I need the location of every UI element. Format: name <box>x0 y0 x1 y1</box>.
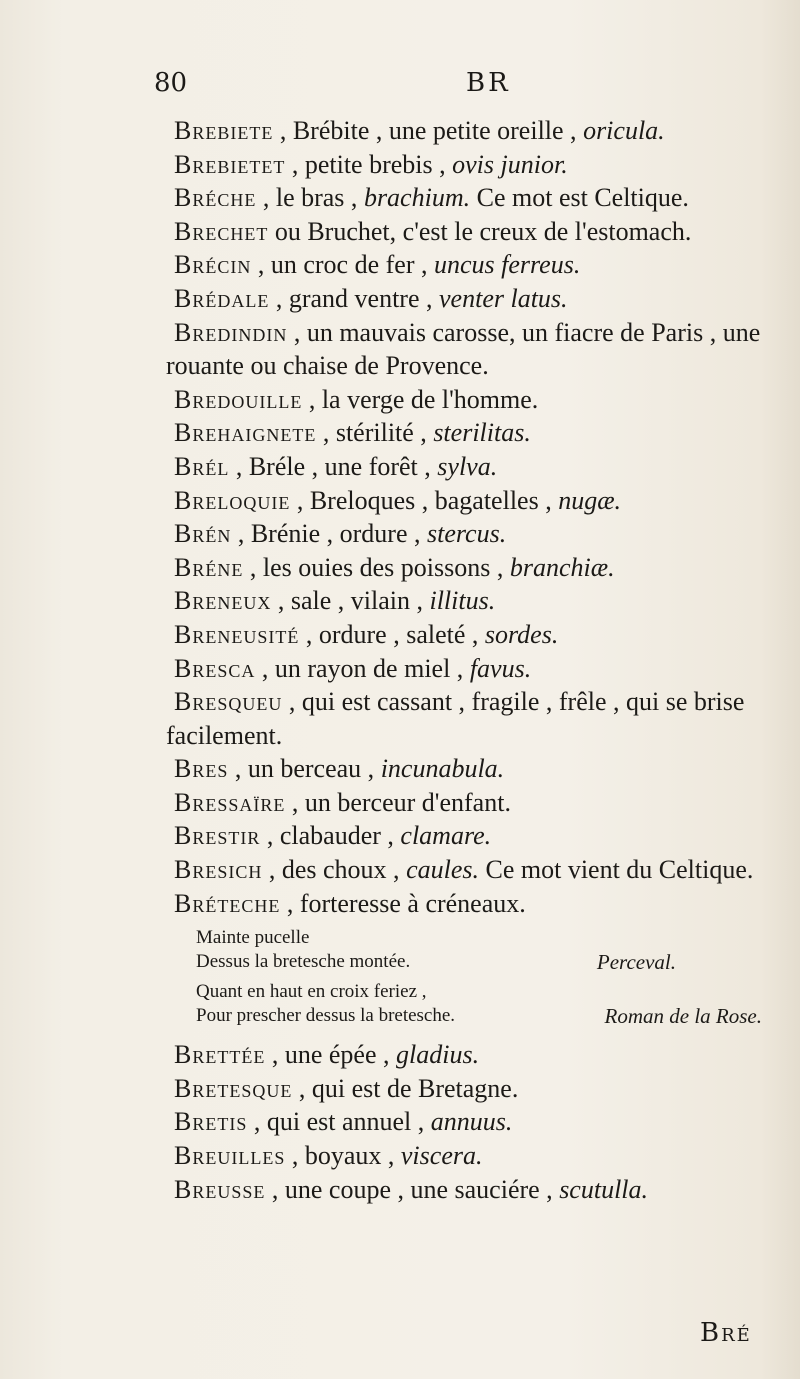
entry-definition: , le bras , <box>256 183 364 213</box>
dictionary-entry <box>166 819 786 853</box>
dictionary-entry <box>166 484 786 518</box>
dictionary-entry <box>166 1173 786 1207</box>
entry-latin: branchiæ. <box>509 552 615 582</box>
entry-definition: , Breloques , bagatelles , <box>290 485 559 515</box>
entry-definition: , un mauvais carosse, un fiacre de Paris , une rouante ou chaise de Provence. <box>166 317 761 381</box>
page-number: 80 <box>154 68 188 98</box>
entry-headword: Brestir <box>174 821 261 851</box>
entry-headword: Breusse <box>174 1174 266 1204</box>
entry-definition: , une épée , <box>265 1040 396 1070</box>
quotation <box>196 980 762 1029</box>
catchword: Bré <box>700 1318 752 1348</box>
entry-headword: Breneusité <box>174 619 300 649</box>
dictionary-entry <box>166 114 786 148</box>
dictionary-entry <box>166 584 786 618</box>
entry-headword: Bredouille <box>174 384 303 414</box>
entry-definition: , une coupe , une sauciére , <box>265 1174 560 1204</box>
quotation-source: Perceval. <box>596 950 676 975</box>
entry-latin: oricula. <box>583 116 665 145</box>
entry-definition: , un croc de fer , <box>251 250 434 280</box>
entry-definition: , petite brebis , <box>285 149 453 179</box>
dictionary-entry <box>166 786 786 820</box>
quotation-source: Roman de la Rose. <box>604 1004 762 1029</box>
quotation-line: Pour prescher dessus la bretesche. <box>196 1005 456 1027</box>
entry-definition: , les ouies des poissons , <box>243 552 510 582</box>
entry-latin: incunabula. <box>380 754 505 784</box>
entry-latin: clamare. <box>400 821 492 851</box>
entry-definition: , qui est cassant , fragile , frêle , qui se brise facilement. <box>166 687 745 750</box>
entry-latin: stercus. <box>427 519 507 549</box>
entry-headword: Bréne <box>174 552 244 582</box>
entry-latin: venter latus. <box>439 283 568 313</box>
entry-definition: , stérilité , <box>316 418 434 448</box>
entry-headword: Bréche <box>174 183 257 213</box>
entry-definition: , un berceau , <box>228 754 381 784</box>
entry-latin: brachium. <box>363 183 471 213</box>
dictionary-entry <box>166 652 786 686</box>
entry-headword: Bresich <box>174 855 263 885</box>
quotation <box>196 926 756 974</box>
dictionary-entry <box>166 618 786 652</box>
entry-headword: Bretis <box>174 1107 248 1137</box>
entry-headword: Brechet <box>174 216 269 246</box>
dictionary-entry <box>166 685 786 752</box>
entry-definition: , sale , vilain , <box>271 586 430 616</box>
entry-list-continued <box>166 1038 786 1206</box>
entry-headword: Bréteche <box>174 888 281 918</box>
entry-definition: , des choux , <box>262 855 407 885</box>
entry-definition: , un berceur d'enfant. <box>285 787 511 817</box>
dictionary-entry <box>166 181 786 215</box>
entry-latin: ovis junior. <box>452 149 568 179</box>
entry-latin: uncus ferreus. <box>433 250 581 280</box>
dictionary-entry <box>166 1072 786 1106</box>
quotation-line: Dessus la bretesche montée. <box>196 951 411 973</box>
entry-headword: Brettée <box>174 1040 266 1070</box>
entry-latin: gladius. <box>396 1040 480 1070</box>
entry-headword: Brél <box>174 451 230 481</box>
entry-latin: scutulla. <box>559 1174 649 1204</box>
dictionary-entry <box>166 282 786 316</box>
entry-headword: Breuilles <box>174 1141 286 1171</box>
entry-definition: ou Bruchet, c'est le creux de l'estomach. <box>268 216 692 246</box>
page-header <box>154 68 754 108</box>
entry-headword: Brédale <box>174 283 270 313</box>
entry-definition: , Brébite , une petite oreille , <box>273 116 584 145</box>
running-head: BR <box>466 68 511 98</box>
dictionary-entry <box>166 248 786 282</box>
dictionary-entry <box>166 752 786 786</box>
quotation-line: Quant en haut en croix feriez , <box>196 981 427 1003</box>
entry-headword: Brebiete <box>174 116 274 145</box>
dictionary-entry <box>166 416 786 450</box>
entry-latin: illitus. <box>429 586 496 616</box>
dictionary-entry <box>166 1038 786 1072</box>
dictionary-entry <box>166 1139 786 1173</box>
entry-definition: , qui est de Bretagne. <box>292 1073 519 1103</box>
entry-definition: , Bréle , une forêt , <box>229 451 438 481</box>
entry-latin: sylva. <box>437 451 498 481</box>
entry-headword: Brén <box>174 519 232 549</box>
quotation-block <box>196 926 762 1029</box>
entry-headword: Bres <box>174 754 229 784</box>
entry-definition: , clabauder , <box>260 821 401 851</box>
entry-latin: annuus. <box>430 1107 513 1137</box>
entry-headword: Bresca <box>174 653 256 683</box>
entry-note: Ce mot est Celtique. <box>470 183 689 213</box>
dictionary-entry <box>166 215 786 249</box>
quotation-line: Mainte pucelle <box>196 927 310 949</box>
entry-definition: , ordure , saleté , <box>299 619 485 649</box>
dictionary-entry <box>166 853 786 887</box>
entry-latin: sterilitas. <box>433 418 531 448</box>
dictionary-entry <box>166 383 786 417</box>
dictionary-entry <box>166 316 786 383</box>
entry-latin: caules. <box>406 855 479 885</box>
entry-latin: favus. <box>469 653 532 683</box>
entry-latin: viscera. <box>400 1141 483 1171</box>
entry-latin: sordes. <box>484 619 559 649</box>
entry-headword: Breneux <box>174 586 272 616</box>
dictionary-entry <box>166 450 786 484</box>
entry-definition: , la verge de l'homme. <box>302 384 539 414</box>
entry-headword: Breloquie <box>174 485 291 515</box>
entry-headword: Brécin <box>174 250 252 280</box>
dictionary-entry <box>166 148 786 182</box>
entry-definition: , Brénie , ordure , <box>231 519 428 549</box>
entry-headword: Bredindin <box>174 317 288 347</box>
entry-definition: , qui est annuel , <box>247 1107 431 1137</box>
entry-headword: Bretesque <box>174 1073 293 1103</box>
entry-headword: Brehaignete <box>174 418 317 448</box>
entry-headword: Brebietet <box>174 149 286 179</box>
entry-note: Ce mot vient du Celtique. <box>478 855 754 885</box>
dictionary-entry <box>166 551 786 585</box>
entry-definition: , forteresse à créneaux. <box>280 888 526 918</box>
entry-definition: , un rayon de miel , <box>255 653 470 683</box>
dictionary-entry <box>166 887 786 921</box>
entry-definition: , boyaux , <box>285 1141 401 1171</box>
dictionary-entry <box>166 1105 786 1139</box>
entry-definition: , grand ventre , <box>269 283 440 313</box>
entry-headword: Bressaïre <box>174 787 286 817</box>
dictionary-entry <box>166 517 786 551</box>
entry-latin: nugæ. <box>558 485 622 515</box>
entry-headword: Bresqueu <box>174 687 283 717</box>
dictionary-column <box>166 114 786 1206</box>
entry-list <box>166 114 786 920</box>
